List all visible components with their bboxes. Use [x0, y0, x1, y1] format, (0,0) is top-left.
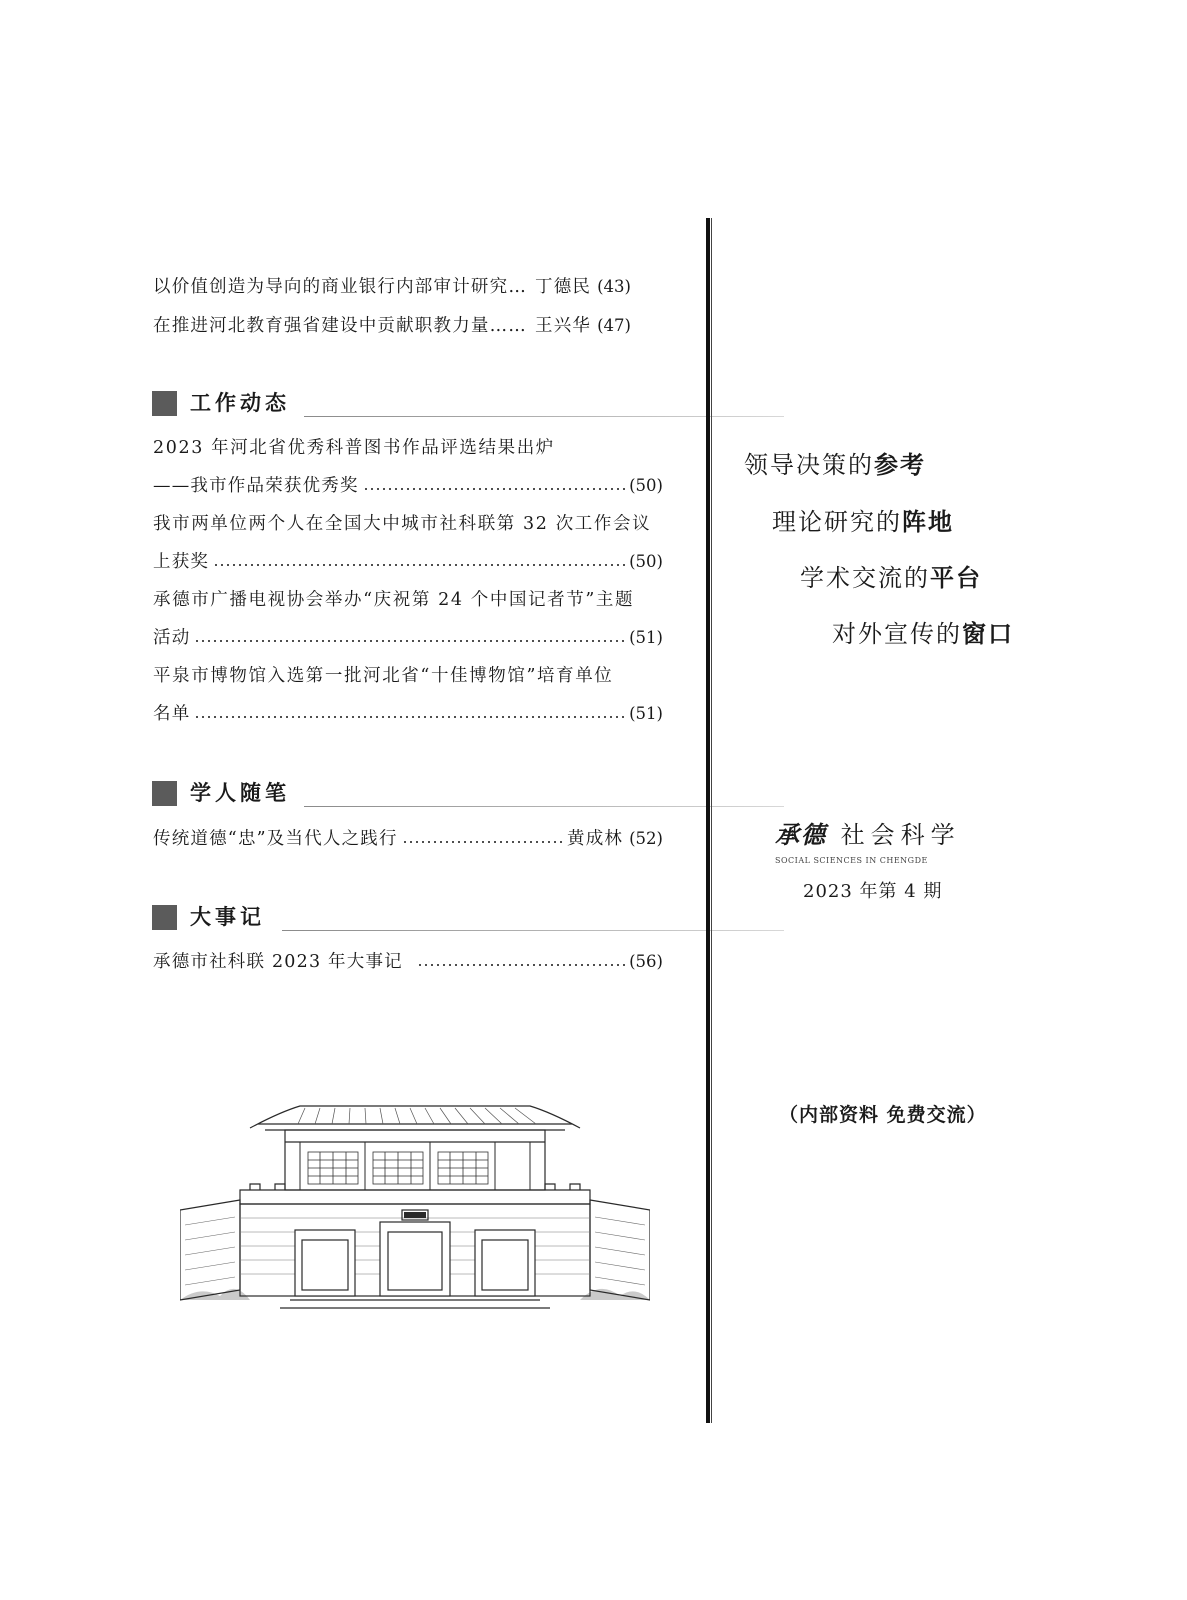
section-heading-label: 大事记: [190, 904, 265, 929]
slogan-prefix: 对外宣传的: [832, 620, 962, 648]
section-heading-label: 工作动态: [190, 390, 290, 415]
toc-entry-title: 承德市社科联 2023 年大事记: [153, 952, 403, 972]
toc-entry-page: (51): [629, 628, 663, 647]
divider-thin-line: [711, 218, 712, 1423]
toc-entry-line[interactable]: [153, 623, 663, 653]
toc-entry[interactable]: [153, 272, 663, 302]
section-marker: [152, 781, 177, 806]
toc-entry[interactable]: [153, 947, 663, 977]
toc-entry-title: 以价值创造为导向的商业银行内部审计研究: [153, 277, 509, 297]
toc-leader-dots: [194, 640, 625, 642]
section-marker: [152, 391, 177, 416]
toc-entry-line[interactable]: [153, 509, 663, 539]
toc-entry-page: (56): [629, 952, 663, 971]
toc-entry-title: 传统道德“忠”及当代人之践行: [153, 829, 398, 849]
toc-entry-title: 承德市广播电视协会举办“庆祝第 24 个中国记者节”主题: [153, 590, 635, 610]
toc-entry-title-cont: 上获奖: [153, 552, 210, 572]
toc-entry-author: 丁德民: [535, 277, 592, 297]
toc-entry-page: (47): [597, 316, 631, 335]
section-heading-label: 学人随笔: [190, 780, 290, 805]
vertical-divider: [706, 218, 713, 1423]
toc-leader-dots: [363, 488, 625, 490]
slogan-emphasis: 窗口: [962, 620, 1014, 648]
toc-entry-subtitle: ——我市作品荣获优秀奖: [153, 476, 359, 496]
toc-leader-dots: [194, 716, 625, 718]
slogan-prefix: 学术交流的: [800, 564, 930, 592]
toc-entry[interactable]: [153, 824, 663, 854]
toc-entry-line[interactable]: [153, 471, 663, 501]
toc-entry-page: (51): [629, 704, 663, 723]
toc-entry-page: (52): [629, 829, 663, 848]
toc-entry-line[interactable]: [153, 585, 663, 615]
toc-leader: …: [508, 277, 528, 297]
toc-leader-dots: [213, 564, 625, 566]
toc-entry-page: (50): [629, 476, 663, 495]
slogan-prefix: 理论研究的: [772, 508, 902, 536]
toc-leader-dots: [402, 841, 563, 843]
toc-entry-title-cont: 名单: [153, 704, 191, 724]
toc-entry-title-cont: 活动: [153, 628, 191, 648]
toc-entry-line[interactable]: [153, 547, 663, 577]
toc-entry-author: 王兴华: [535, 316, 592, 336]
internal-note: （内部资料 免费交流）: [779, 1104, 987, 1126]
journal-name-english: SOCIAL SCIENCES IN CHENGDE: [775, 856, 928, 865]
slogan-emphasis: 平台: [930, 564, 982, 592]
gate-building-illustration: [180, 1100, 650, 1320]
toc-entry-page: (50): [629, 552, 663, 571]
journal-name-calligraphy: 承德: [775, 820, 827, 849]
toc-entry-line[interactable]: [153, 699, 663, 729]
slogan-line: [772, 502, 954, 537]
toc-leader-dots: [417, 964, 625, 966]
slogan-line: [800, 558, 982, 593]
section-marker: [152, 905, 177, 930]
slogan-emphasis: 参考: [874, 451, 926, 479]
journal-name: [775, 815, 985, 850]
toc-entry-line[interactable]: [153, 433, 663, 463]
toc-entry-line[interactable]: [153, 661, 663, 691]
toc-entry[interactable]: [153, 311, 663, 341]
toc-entry-title: 我市两单位两个人在全国大中城市社科联第 32 次工作会议: [153, 514, 652, 534]
slogan-line: [744, 445, 926, 480]
divider-thick-line: [706, 218, 710, 1423]
toc-entry-title: 在推进河北教育强省建设中贡献职教力量: [153, 316, 490, 336]
slogan-emphasis: 阵地: [902, 508, 954, 536]
slogan-line: [832, 614, 1014, 649]
toc-entry-author: 黄成林: [567, 829, 624, 849]
journal-masthead: [775, 815, 985, 903]
slogan-prefix: 领导决策的: [744, 451, 874, 479]
toc-entry-page: (43): [597, 277, 631, 296]
issue-number: 2023 年第 4 期: [803, 881, 943, 902]
toc-leader: ……: [489, 316, 528, 336]
toc-entry-title: 平泉市博物馆入选第一批河北省“十佳博物馆”培育单位: [153, 666, 614, 686]
toc-entry-title: 2023 年河北省优秀科普图书作品评选结果出炉: [153, 438, 555, 458]
journal-name-rest: 社会科学: [840, 821, 961, 849]
